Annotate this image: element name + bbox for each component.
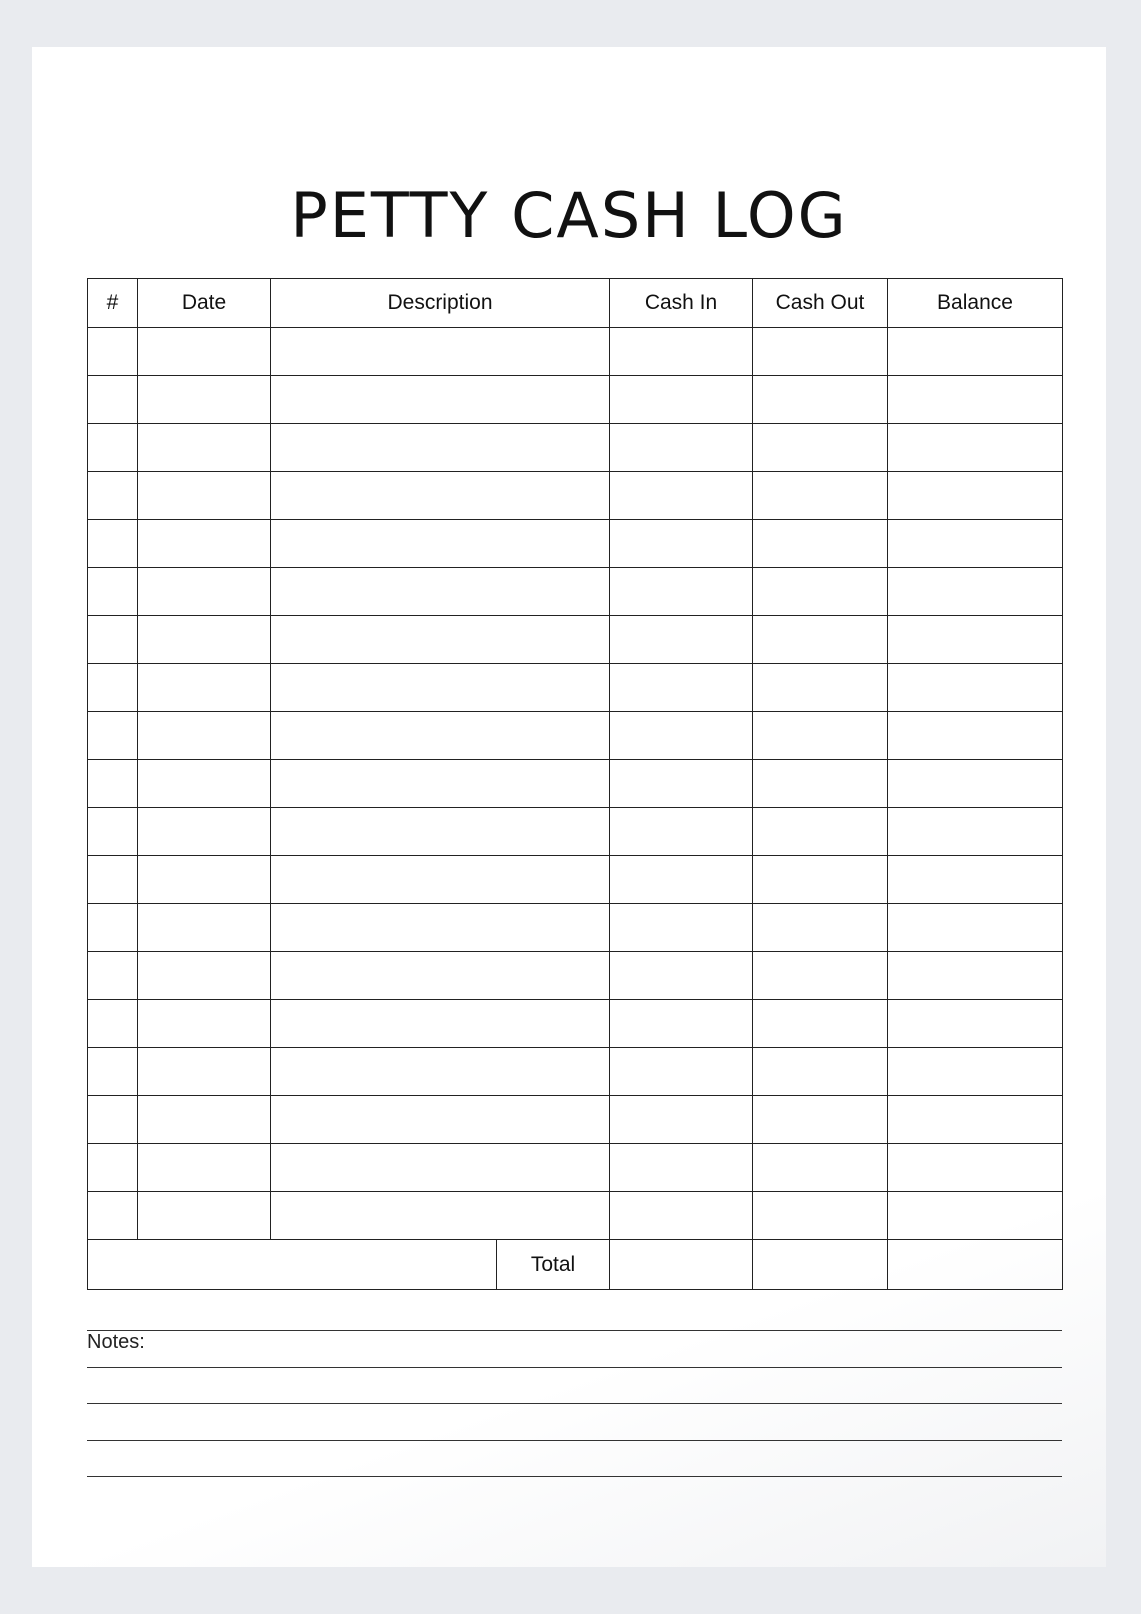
cell-balance[interactable]: [888, 1000, 1063, 1048]
table-row: [88, 1096, 1063, 1144]
cell-number[interactable]: [88, 1048, 138, 1096]
table-row: [88, 472, 1063, 520]
cell-balance[interactable]: [888, 1144, 1063, 1192]
cell-date[interactable]: [138, 952, 271, 1000]
cell-cash-out[interactable]: [753, 808, 888, 856]
table-row: [88, 424, 1063, 472]
total-cash-in[interactable]: [610, 1240, 753, 1290]
note-line[interactable]: [87, 1476, 1062, 1477]
header-row: [88, 279, 1063, 328]
cell-cash-in[interactable]: [610, 328, 753, 376]
cell-description[interactable]: [271, 1144, 610, 1192]
cell-cash-out[interactable]: [753, 952, 888, 1000]
cell-date[interactable]: [138, 616, 271, 664]
cell-number[interactable]: [88, 424, 138, 472]
table-row: [88, 1144, 1063, 1192]
table-row: [88, 376, 1063, 424]
cell-date[interactable]: [138, 568, 271, 616]
cell-cash-in[interactable]: [610, 760, 753, 808]
cell-cash-in[interactable]: [610, 712, 753, 760]
note-line[interactable]: [87, 1367, 1062, 1368]
cell-balance[interactable]: [888, 376, 1063, 424]
cell-balance[interactable]: [888, 424, 1063, 472]
table-row: [88, 952, 1063, 1000]
cell-cash-in[interactable]: [610, 856, 753, 904]
cell-description[interactable]: [271, 664, 610, 712]
table-row: [88, 760, 1063, 808]
cell-description[interactable]: [271, 1000, 610, 1048]
cell-number[interactable]: [88, 328, 138, 376]
cell-description[interactable]: [271, 472, 610, 520]
table-row: [88, 1192, 1063, 1240]
cell-date[interactable]: [138, 376, 271, 424]
cell-date[interactable]: [138, 1096, 271, 1144]
header-date: Date: [138, 279, 271, 328]
petty-cash-log-sheet: [32, 47, 1106, 1567]
cell-cash-out[interactable]: [753, 328, 888, 376]
cell-number[interactable]: [88, 856, 138, 904]
cell-balance[interactable]: [888, 328, 1063, 376]
cell-cash-out[interactable]: [753, 664, 888, 712]
cell-number[interactable]: [88, 568, 138, 616]
table-row: [88, 664, 1063, 712]
table-row: [88, 328, 1063, 376]
cell-balance[interactable]: [888, 712, 1063, 760]
cell-number[interactable]: [88, 952, 138, 1000]
cell-cash-out[interactable]: [753, 1144, 888, 1192]
cell-number[interactable]: [88, 904, 138, 952]
header-balance: Balance: [888, 279, 1063, 328]
note-line[interactable]: [87, 1440, 1062, 1441]
cell-number[interactable]: [88, 808, 138, 856]
header-number: #: [88, 279, 138, 328]
cell-date[interactable]: [138, 520, 271, 568]
cell-date[interactable]: [138, 472, 271, 520]
cell-description[interactable]: [271, 904, 610, 952]
cell-cash-in[interactable]: [610, 664, 753, 712]
cell-cash-in[interactable]: [610, 808, 753, 856]
table-row: [88, 1000, 1063, 1048]
cell-cash-out[interactable]: [753, 856, 888, 904]
cell-balance[interactable]: [888, 568, 1063, 616]
table-row: [88, 856, 1063, 904]
page-title: PETTY CASH LOG: [290, 179, 848, 252]
cell-cash-in[interactable]: [610, 952, 753, 1000]
cell-number[interactable]: [88, 472, 138, 520]
cell-cash-in[interactable]: [610, 1096, 753, 1144]
note-line[interactable]: [87, 1330, 1062, 1331]
cell-description[interactable]: [271, 1192, 610, 1240]
cell-number[interactable]: [88, 1096, 138, 1144]
cell-cash-in[interactable]: [610, 472, 753, 520]
cell-description[interactable]: [271, 856, 610, 904]
cell-date[interactable]: [138, 328, 271, 376]
petty-cash-table: [87, 278, 1063, 1290]
table-row: [88, 520, 1063, 568]
note-line[interactable]: [87, 1403, 1062, 1404]
cell-description[interactable]: [271, 1048, 610, 1096]
cell-number[interactable]: [88, 1192, 138, 1240]
header-cash-in: Cash In: [610, 279, 753, 328]
cell-cash-out[interactable]: [753, 424, 888, 472]
table-row: [88, 1048, 1063, 1096]
cell-date[interactable]: [138, 856, 271, 904]
total-label: Total: [496, 1240, 609, 1289]
cell-date[interactable]: [138, 808, 271, 856]
header-description: Description: [271, 279, 610, 328]
cell-cash-in[interactable]: [610, 1000, 753, 1048]
log-body: [88, 328, 1063, 1290]
cell-balance[interactable]: [888, 952, 1063, 1000]
cell-cash-out[interactable]: [753, 568, 888, 616]
cell-cash-in[interactable]: [610, 1048, 753, 1096]
cell-date[interactable]: [138, 664, 271, 712]
cell-cash-in[interactable]: [610, 904, 753, 952]
cell-description[interactable]: [271, 760, 610, 808]
cell-cash-out[interactable]: [753, 760, 888, 808]
cell-cash-out[interactable]: [753, 712, 888, 760]
cell-description[interactable]: [271, 952, 610, 1000]
total-balance[interactable]: [888, 1240, 1063, 1290]
cell-cash-out[interactable]: [753, 376, 888, 424]
cell-number[interactable]: [88, 1000, 138, 1048]
cell-date[interactable]: [138, 1192, 271, 1240]
cell-balance[interactable]: [888, 1096, 1063, 1144]
cell-cash-in[interactable]: [610, 1144, 753, 1192]
cell-balance[interactable]: [888, 1048, 1063, 1096]
cell-description[interactable]: [271, 376, 610, 424]
total-row: [88, 1240, 1063, 1290]
cell-cash-in[interactable]: [610, 616, 753, 664]
cell-description[interactable]: [271, 424, 610, 472]
cell-cash-out[interactable]: [753, 472, 888, 520]
cell-cash-in[interactable]: [610, 376, 753, 424]
cell-cash-in[interactable]: [610, 568, 753, 616]
total-cash-out[interactable]: [753, 1240, 888, 1290]
cell-cash-in[interactable]: [610, 424, 753, 472]
cell-number[interactable]: [88, 664, 138, 712]
table-row: [88, 568, 1063, 616]
cell-date[interactable]: [138, 1048, 271, 1096]
cell-date[interactable]: [138, 1000, 271, 1048]
table-row: [88, 712, 1063, 760]
cell-description[interactable]: [271, 616, 610, 664]
table-row: [88, 616, 1063, 664]
table-row: [88, 904, 1063, 952]
cell-balance[interactable]: [888, 520, 1063, 568]
cell-balance[interactable]: [888, 472, 1063, 520]
cell-balance[interactable]: [888, 664, 1063, 712]
cell-cash-out[interactable]: [753, 904, 888, 952]
cell-balance[interactable]: [888, 760, 1063, 808]
cell-cash-in[interactable]: [610, 1192, 753, 1240]
table-row: [88, 808, 1063, 856]
cell-cash-out[interactable]: [753, 616, 888, 664]
cell-cash-out[interactable]: [753, 1000, 888, 1048]
cell-number[interactable]: [88, 520, 138, 568]
header-cash-out: Cash Out: [753, 279, 888, 328]
cell-date[interactable]: [138, 1144, 271, 1192]
notes-label: Notes:: [87, 1331, 145, 1353]
cell-cash-in[interactable]: [610, 520, 753, 568]
total-label-cell: [271, 1240, 610, 1290]
cell-number[interactable]: [88, 760, 138, 808]
cell-description[interactable]: [271, 1096, 610, 1144]
cell-date[interactable]: [138, 712, 271, 760]
cell-number[interactable]: [88, 616, 138, 664]
cell-number[interactable]: [88, 376, 138, 424]
cell-cash-out[interactable]: [753, 1048, 888, 1096]
total-spacer: [88, 1240, 271, 1290]
cell-number[interactable]: [88, 1144, 138, 1192]
cell-description[interactable]: [271, 568, 610, 616]
cell-number[interactable]: [88, 712, 138, 760]
cell-description[interactable]: [271, 712, 610, 760]
cell-description[interactable]: [271, 520, 610, 568]
cell-balance[interactable]: [888, 808, 1063, 856]
cell-balance[interactable]: [888, 904, 1063, 952]
cell-date[interactable]: [138, 760, 271, 808]
cell-balance[interactable]: [888, 616, 1063, 664]
cell-description[interactable]: [271, 808, 610, 856]
cell-description[interactable]: [271, 328, 610, 376]
cell-cash-out[interactable]: [753, 520, 888, 568]
cell-balance[interactable]: [888, 856, 1063, 904]
cell-cash-out[interactable]: [753, 1096, 888, 1144]
cell-date[interactable]: [138, 904, 271, 952]
cell-balance[interactable]: [888, 1192, 1063, 1240]
cell-cash-out[interactable]: [753, 1192, 888, 1240]
cell-date[interactable]: [138, 424, 271, 472]
